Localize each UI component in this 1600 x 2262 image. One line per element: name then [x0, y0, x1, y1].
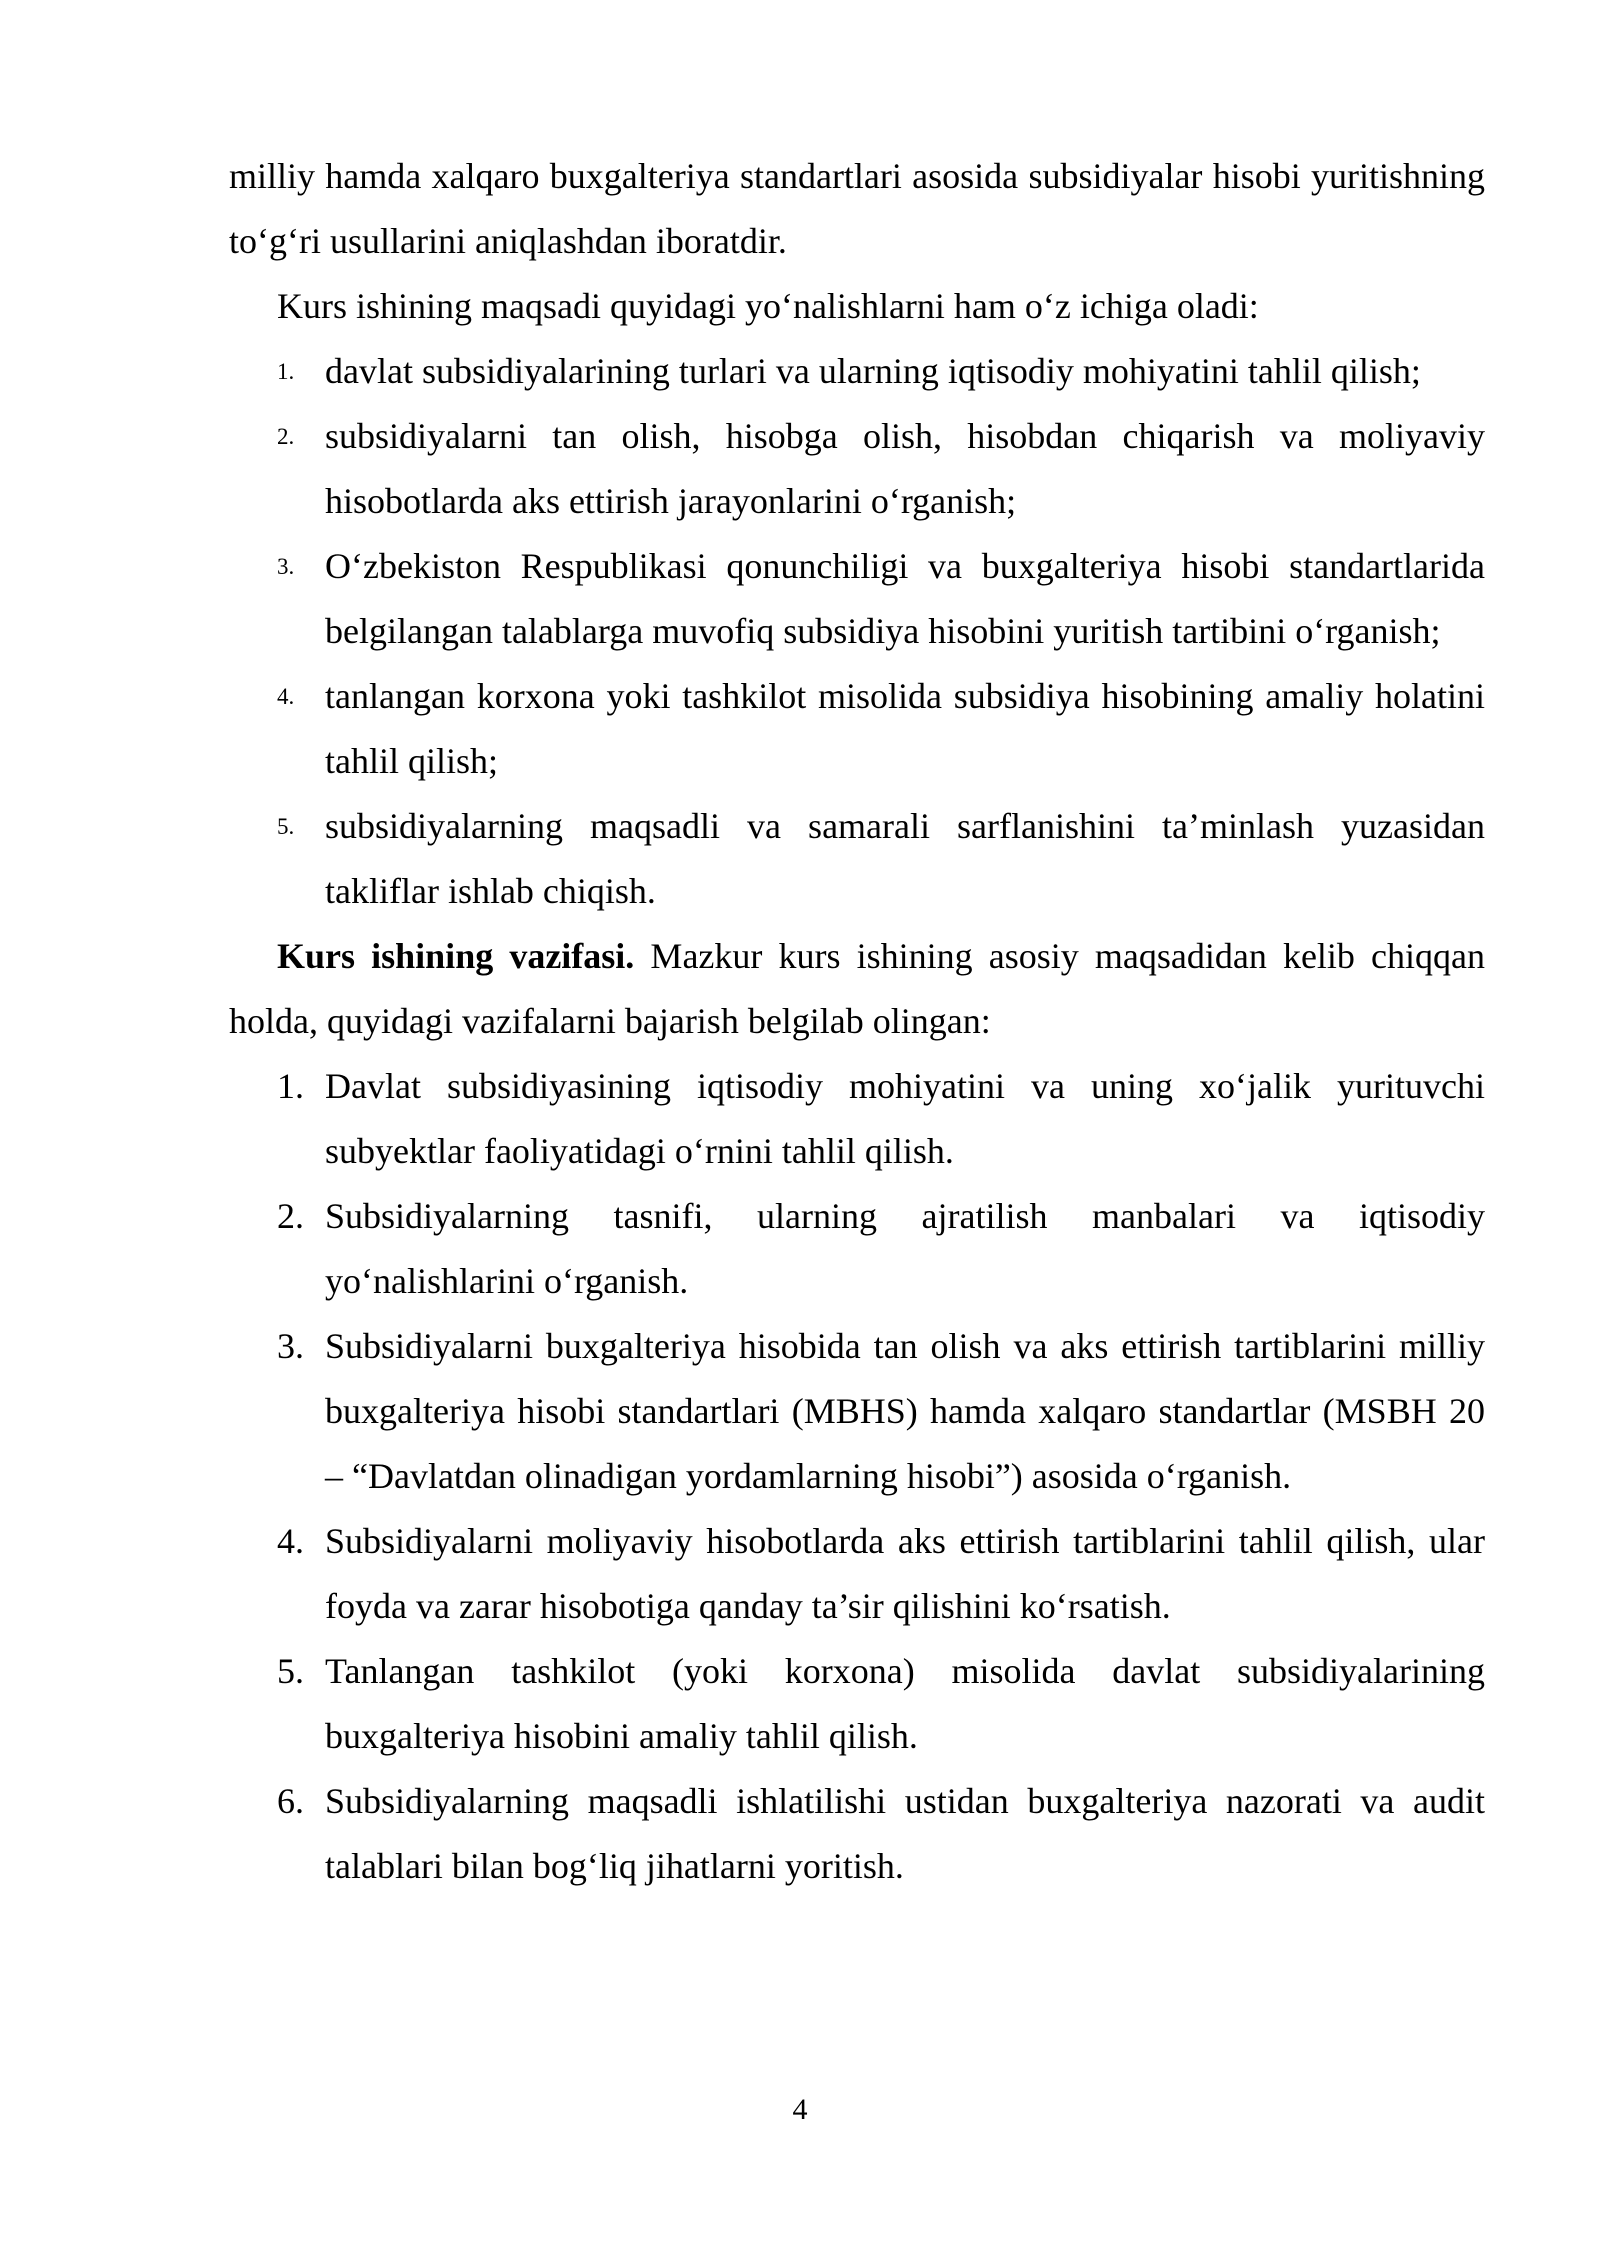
list-number: 1.: [277, 1066, 304, 1106]
tasks-heading-paragraph: [229, 924, 1485, 1054]
tasks-list-item: [229, 1639, 1485, 1769]
tasks-list-item: [229, 1314, 1485, 1509]
list-item-text: Subsidiyalarning maqsadli ishlatilishi ustidan buxgalteriya nazorati va audit talablari bilan bog‘liq jihatlarni yoritish.: [325, 1781, 1485, 1886]
list-item-text: tanlangan korxona yoki tashkilot misolida subsidiya hisobining amaliy holatini tahlil qilish;: [325, 676, 1485, 781]
list-item-text: O‘zbekiston Respublikasi qonunchiligi va buxgalteriya hisobi standartlarida belgilangan talablarga muvofiq subsidiya hisobini yuritish tartibini o‘rganish;: [325, 546, 1485, 651]
list-number: 4.: [277, 684, 295, 709]
aims-list: [229, 339, 1485, 924]
list-number: 6.: [277, 1781, 304, 1821]
list-item-text: Subsidiyalarni moliyaviy hisobotlarda aks ettirish tartiblarini tahlil qilish, ular foyda va zarar hisobotiga qanday ta’sir qilishini ko‘rsatish.: [325, 1521, 1485, 1626]
list-number: 2.: [277, 424, 295, 449]
tasks-list-item: [229, 1509, 1485, 1639]
aims-intro-paragraph: Kurs ishining maqsadi quyidagi yo‘nalishlarni ham o‘z ichiga oladi:: [277, 286, 1259, 326]
list-item-text: Davlat subsidiyasining iqtisodiy mohiyatini va uning xo‘jalik yurituvchi subyektlar faoliyatidagi o‘rnini tahlil qilish.: [325, 1066, 1485, 1171]
list-item-text: subsidiyalarni tan olish, hisobga olish, hisobdan chiqarish va moliyaviy hisobotlarda aks ettirish jarayonlarini o‘rganish;: [325, 416, 1485, 521]
list-number: 3.: [277, 1326, 304, 1366]
list-item-text: subsidiyalarning maqsadli va samarali sarflanishini ta’minlash yuzasidan takliflar ishlab chiqish.: [325, 806, 1485, 911]
list-number: 5.: [277, 1651, 304, 1691]
list-item-text: davlat subsidiyalarining turlari va ularning iqtisodiy mohiyatini tahlil qilish;: [325, 351, 1421, 391]
tasks-heading-text: Mazkur kurs ishining asosiy maqsadidan kelib chiqqan holda, quyidagi vazifalarni bajarish belgilab olingan:: [229, 936, 1485, 1041]
tasks-list-item: [229, 1054, 1485, 1184]
list-item-text: Tanlangan tashkilot (yoki korxona) misolida davlat subsidiyalarining buxgalteriya hisobini amaliy tahlil qilish.: [325, 1651, 1485, 1756]
aims-list-item: [229, 404, 1485, 534]
aims-list-item: [229, 534, 1485, 664]
intro-paragraph: milliy hamda xalqaro buxgalteriya standartlari asosida subsidiyalar hisobi yuritishning to‘g‘ri usullarini aniqlashdan iboratdir.: [229, 156, 1485, 261]
page-number: 4: [792, 2093, 808, 2126]
list-item-text: Subsidiyalarni buxgalteriya hisobida tan olish va aks ettirish tartiblarini milliy buxgalteriya hisobi standartlari (MBHS) hamda xalqaro standartlar (MSBH 20 – “Davlatdan olinadigan yordamlarning hisobi”) asosida o‘rganish.: [325, 1326, 1485, 1496]
list-number: 5.: [277, 814, 295, 839]
list-number: 3.: [277, 554, 295, 579]
tasks-list: [229, 1054, 1485, 1899]
page-content: [229, 144, 1485, 1899]
list-number: 1.: [277, 359, 295, 384]
list-item-text: Subsidiyalarning tasnifi, ularning ajratilish manbalari va iqtisodiy yo‘nalishlarini o‘rganish.: [325, 1196, 1485, 1301]
tasks-list-item: [229, 1184, 1485, 1314]
aims-list-item: [229, 339, 1485, 404]
list-number: 4.: [277, 1521, 304, 1561]
tasks-heading-bold: Kurs ishining vazifasi.: [277, 936, 635, 976]
aims-list-item: [229, 664, 1485, 794]
aims-list-item: [229, 794, 1485, 924]
tasks-list-item: [229, 1769, 1485, 1899]
list-number: 2.: [277, 1196, 304, 1236]
